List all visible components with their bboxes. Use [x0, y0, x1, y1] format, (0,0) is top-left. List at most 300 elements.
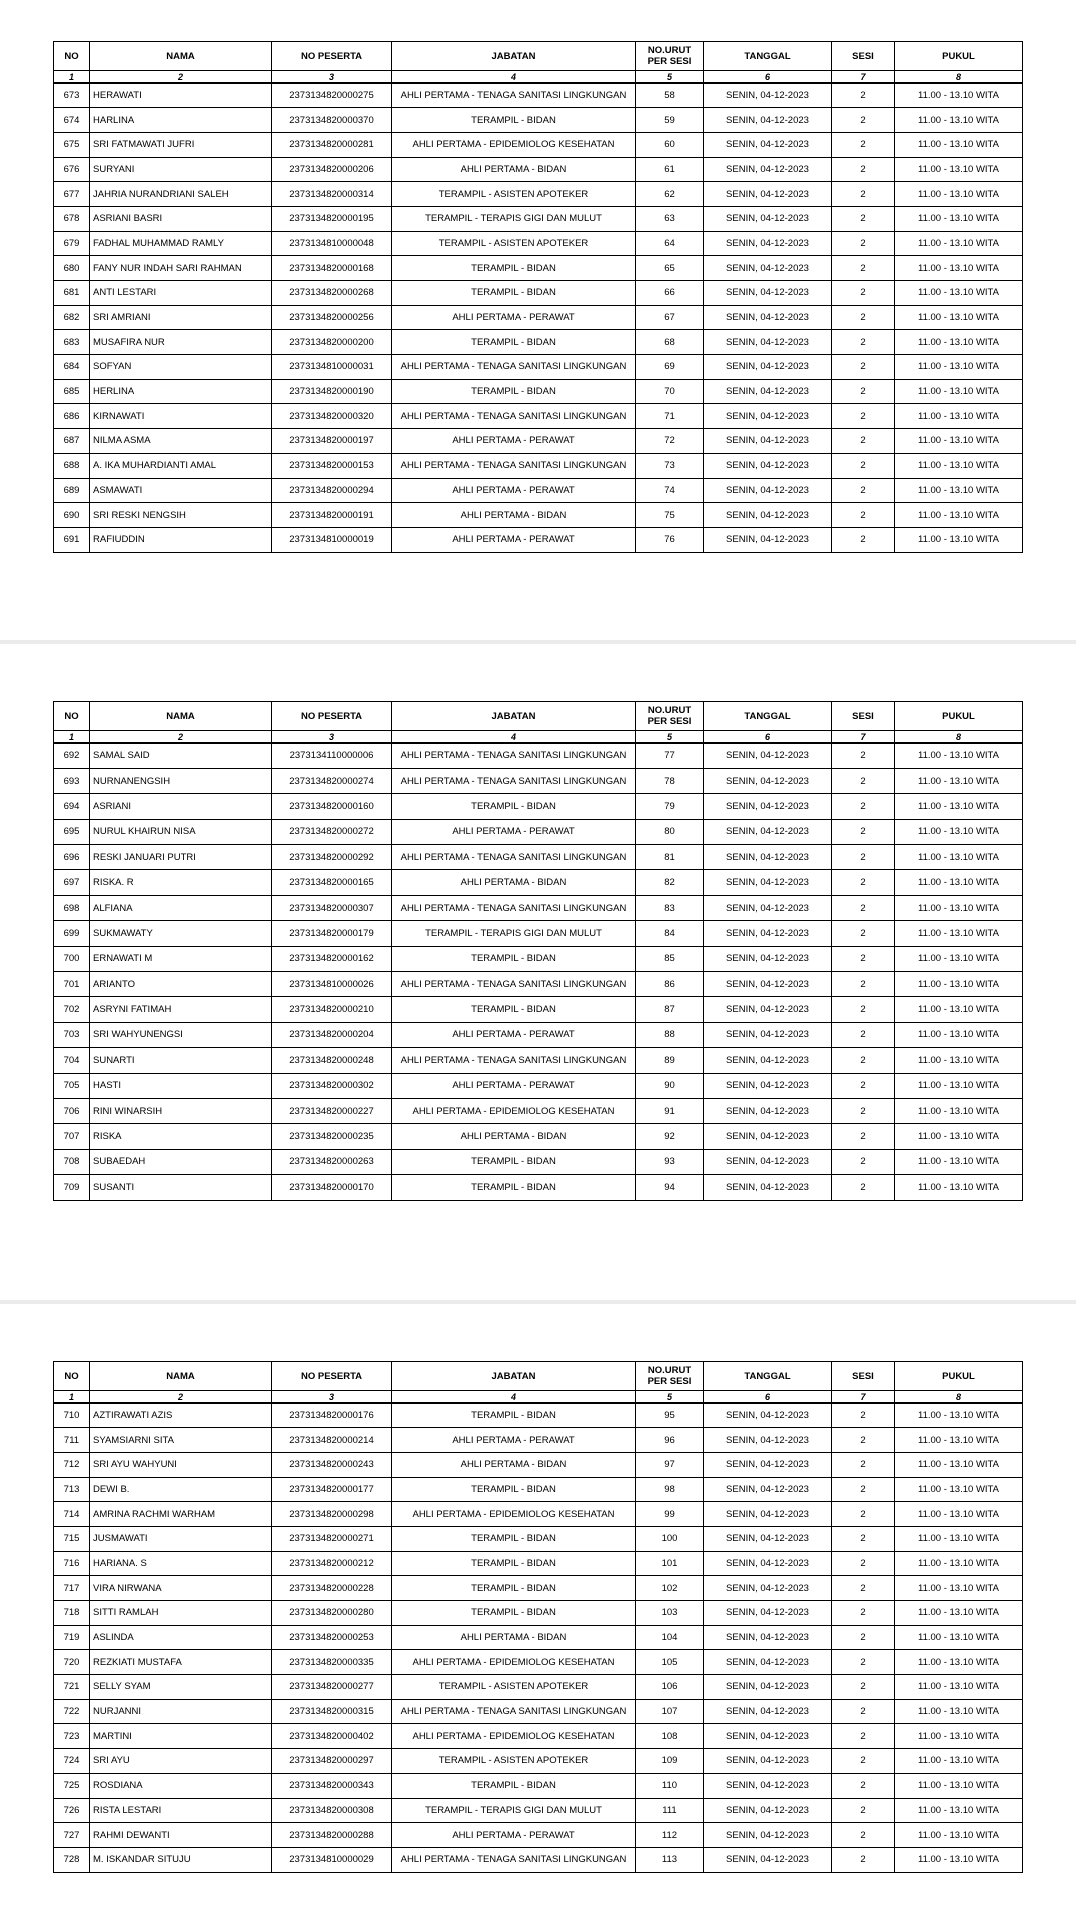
header-row-no: NO	[54, 42, 90, 71]
session: 2	[832, 108, 895, 133]
header-position: JABATAN	[392, 702, 636, 731]
header-position: JABATAN	[392, 1362, 636, 1391]
row-no: 699	[54, 921, 90, 946]
position: TERAMPIL - BIDAN	[392, 281, 636, 306]
column-index: 8	[895, 71, 1023, 84]
participant-name: FADHAL MUHAMMAD RAMLY	[90, 231, 272, 256]
header-session-order-line1: NO.URUT	[647, 1365, 692, 1376]
participant-number: 2373134820000275	[272, 83, 392, 108]
position: TERAMPIL - TERAPIS GIGI DAN MULUT	[392, 1798, 636, 1823]
participant-number: 2373134820000335	[272, 1650, 392, 1675]
table-row	[54, 921, 1023, 946]
table-row	[54, 1650, 1023, 1675]
time: 11.00 - 13.10 WITA	[895, 1823, 1023, 1848]
column-index-row	[54, 731, 1023, 744]
participant-number: 2373134820000191	[272, 503, 392, 528]
column-index: 7	[832, 731, 895, 744]
session: 2	[832, 743, 895, 768]
row-no: 696	[54, 845, 90, 870]
position: TERAMPIL - BIDAN	[392, 256, 636, 281]
date: SENIN, 04-12-2023	[704, 997, 832, 1022]
session-order: 80	[636, 819, 704, 844]
header-session-order-line2: PER SESI	[647, 56, 692, 67]
header-session: SESI	[832, 42, 895, 71]
column-index: 4	[392, 71, 636, 84]
table-row	[54, 1601, 1023, 1626]
participant-table	[53, 41, 1023, 553]
position: TERAMPIL - BIDAN	[392, 1551, 636, 1576]
participant-number: 2373134820000160	[272, 794, 392, 819]
date: SENIN, 04-12-2023	[704, 1022, 832, 1047]
participant-number: 2373134820000179	[272, 921, 392, 946]
row-no: 698	[54, 895, 90, 920]
time: 11.00 - 13.10 WITA	[895, 1625, 1023, 1650]
session-order: 69	[636, 355, 704, 380]
participant-number: 2373134820000302	[272, 1073, 392, 1098]
session-order: 67	[636, 305, 704, 330]
participant-number: 2373134810000031	[272, 355, 392, 380]
date: SENIN, 04-12-2023	[704, 355, 832, 380]
date: SENIN, 04-12-2023	[704, 1724, 832, 1749]
row-no: 721	[54, 1675, 90, 1700]
participant-name: AMRINA RACHMI WARHAM	[90, 1502, 272, 1527]
row-no: 724	[54, 1749, 90, 1774]
position: AHLI PERTAMA - BIDAN	[392, 1124, 636, 1149]
session-order: 108	[636, 1724, 704, 1749]
row-no: 685	[54, 379, 90, 404]
session: 2	[832, 1477, 895, 1502]
session: 2	[832, 845, 895, 870]
position: TERAMPIL - ASISTEN APOTEKER	[392, 231, 636, 256]
session: 2	[832, 330, 895, 355]
participant-name: HARIANA. S	[90, 1551, 272, 1576]
header-position: JABATAN	[392, 42, 636, 71]
date: SENIN, 04-12-2023	[704, 1601, 832, 1626]
date: SENIN, 04-12-2023	[704, 182, 832, 207]
header-row-no: NO	[54, 702, 90, 731]
row-no: 684	[54, 355, 90, 380]
participant-name: SRI WAHYUNENGSI	[90, 1022, 272, 1047]
time: 11.00 - 13.10 WITA	[895, 453, 1023, 478]
time: 11.00 - 13.10 WITA	[895, 1452, 1023, 1477]
column-index: 3	[272, 1391, 392, 1404]
session: 2	[832, 281, 895, 306]
date: SENIN, 04-12-2023	[704, 1749, 832, 1774]
participant-name: SOFYAN	[90, 355, 272, 380]
position: AHLI PERTAMA - TENAGA SANITASI LINGKUNGAN	[392, 404, 636, 429]
position: AHLI PERTAMA - BIDAN	[392, 1452, 636, 1477]
participant-name: NILMA ASMA	[90, 429, 272, 454]
session: 2	[832, 870, 895, 895]
session: 2	[832, 527, 895, 552]
session-order: 92	[636, 1124, 704, 1149]
time: 11.00 - 13.10 WITA	[895, 355, 1023, 380]
date: SENIN, 04-12-2023	[704, 527, 832, 552]
participant-number: 2373134820000292	[272, 845, 392, 870]
participant-name: ROSDIANA	[90, 1773, 272, 1798]
row-no: 680	[54, 256, 90, 281]
participant-number: 2373134810000029	[272, 1847, 392, 1872]
session-order: 112	[636, 1823, 704, 1848]
session: 2	[832, 1749, 895, 1774]
position: AHLI PERTAMA - TENAGA SANITASI LINGKUNGAN	[392, 355, 636, 380]
session: 2	[832, 1551, 895, 1576]
position: AHLI PERTAMA - TENAGA SANITASI LINGKUNGAN	[392, 768, 636, 793]
time: 11.00 - 13.10 WITA	[895, 921, 1023, 946]
date: SENIN, 04-12-2023	[704, 1823, 832, 1848]
session: 2	[832, 305, 895, 330]
session-order: 99	[636, 1502, 704, 1527]
row-no: 722	[54, 1699, 90, 1724]
session-order: 91	[636, 1098, 704, 1123]
session: 2	[832, 379, 895, 404]
row-no: 718	[54, 1601, 90, 1626]
date: SENIN, 04-12-2023	[704, 1098, 832, 1123]
time: 11.00 - 13.10 WITA	[895, 1124, 1023, 1149]
column-index: 6	[704, 731, 832, 744]
column-index: 3	[272, 731, 392, 744]
table-row	[54, 1773, 1023, 1798]
time: 11.00 - 13.10 WITA	[895, 330, 1023, 355]
session: 2	[832, 1428, 895, 1453]
participant-number: 2373134810000019	[272, 527, 392, 552]
session: 2	[832, 1526, 895, 1551]
header-session-order	[636, 1362, 704, 1391]
session: 2	[832, 1773, 895, 1798]
row-no: 689	[54, 478, 90, 503]
table-row	[54, 453, 1023, 478]
date: SENIN, 04-12-2023	[704, 1650, 832, 1675]
participant-number: 2373134820000227	[272, 1098, 392, 1123]
participant-number: 2373134820000263	[272, 1149, 392, 1174]
position: AHLI PERTAMA - TENAGA SANITASI LINGKUNGAN	[392, 895, 636, 920]
column-index-row	[54, 1391, 1023, 1404]
participant-number: 2373134820000170	[272, 1175, 392, 1200]
time: 11.00 - 13.10 WITA	[895, 478, 1023, 503]
session: 2	[832, 1601, 895, 1626]
participant-name: JAHRIA NURANDRIANI SALEH	[90, 182, 272, 207]
position: AHLI PERTAMA - BIDAN	[392, 1625, 636, 1650]
header-participant-name: NAMA	[90, 42, 272, 71]
header-session-order	[636, 42, 704, 71]
session-order: 68	[636, 330, 704, 355]
session: 2	[832, 1098, 895, 1123]
session: 2	[832, 972, 895, 997]
table-row	[54, 1576, 1023, 1601]
row-no: 720	[54, 1650, 90, 1675]
time: 11.00 - 13.10 WITA	[895, 281, 1023, 306]
date: SENIN, 04-12-2023	[704, 946, 832, 971]
column-index: 4	[392, 1391, 636, 1404]
date: SENIN, 04-12-2023	[704, 1403, 832, 1428]
table-row	[54, 845, 1023, 870]
participant-name: SAMAL SAID	[90, 743, 272, 768]
table-row	[54, 503, 1023, 528]
column-index: 1	[54, 731, 90, 744]
participant-number: 2373134820000298	[272, 1502, 392, 1527]
participant-number: 2373134820000272	[272, 819, 392, 844]
participant-name: ARIANTO	[90, 972, 272, 997]
header-row-no: NO	[54, 1362, 90, 1391]
participant-number: 2373134110000006	[272, 743, 392, 768]
participant-name: SELLY SYAM	[90, 1675, 272, 1700]
row-no: 703	[54, 1022, 90, 1047]
column-index: 2	[90, 731, 272, 744]
row-no: 719	[54, 1625, 90, 1650]
position: TERAMPIL - BIDAN	[392, 1175, 636, 1200]
date: SENIN, 04-12-2023	[704, 1675, 832, 1700]
position: AHLI PERTAMA - EPIDEMIOLOG KESEHATAN	[392, 1098, 636, 1123]
row-no: 710	[54, 1403, 90, 1428]
table-row	[54, 1675, 1023, 1700]
participant-name: RISKA. R	[90, 870, 272, 895]
date: SENIN, 04-12-2023	[704, 453, 832, 478]
participant-name: SRI AYU WAHYUNI	[90, 1452, 272, 1477]
time: 11.00 - 13.10 WITA	[895, 1798, 1023, 1823]
participant-name: SYAMSIARNI SITA	[90, 1428, 272, 1453]
table-row	[54, 330, 1023, 355]
session-order: 97	[636, 1452, 704, 1477]
participant-name: ERNAWATI M	[90, 946, 272, 971]
table-row	[54, 1452, 1023, 1477]
row-no: 713	[54, 1477, 90, 1502]
participant-name: SUNARTI	[90, 1048, 272, 1073]
column-index: 5	[636, 71, 704, 84]
date: SENIN, 04-12-2023	[704, 330, 832, 355]
session-order: 105	[636, 1650, 704, 1675]
date: SENIN, 04-12-2023	[704, 83, 832, 108]
session: 2	[832, 404, 895, 429]
session-order: 85	[636, 946, 704, 971]
session: 2	[832, 157, 895, 182]
session-order: 106	[636, 1675, 704, 1700]
date: SENIN, 04-12-2023	[704, 972, 832, 997]
header-session-order-line2: PER SESI	[647, 1376, 692, 1387]
session-order: 84	[636, 921, 704, 946]
session: 2	[832, 132, 895, 157]
row-no: 687	[54, 429, 90, 454]
table-row	[54, 1073, 1023, 1098]
participant-number: 2373134820000200	[272, 330, 392, 355]
participant-name: ASRIANI BASRI	[90, 206, 272, 231]
session-order: 95	[636, 1403, 704, 1428]
session: 2	[832, 256, 895, 281]
session: 2	[832, 503, 895, 528]
participant-number: 2373134820000248	[272, 1048, 392, 1073]
page-separator	[0, 1300, 1076, 1304]
table-row	[54, 946, 1023, 971]
row-no: 702	[54, 997, 90, 1022]
position: AHLI PERTAMA - TENAGA SANITASI LINGKUNGAN	[392, 453, 636, 478]
participant-number: 2373134820000315	[272, 1699, 392, 1724]
time: 11.00 - 13.10 WITA	[895, 946, 1023, 971]
time: 11.00 - 13.10 WITA	[895, 1847, 1023, 1872]
session: 2	[832, 819, 895, 844]
date: SENIN, 04-12-2023	[704, 206, 832, 231]
participant-number: 2373134820000370	[272, 108, 392, 133]
row-no: 716	[54, 1551, 90, 1576]
date: SENIN, 04-12-2023	[704, 794, 832, 819]
date: SENIN, 04-12-2023	[704, 1699, 832, 1724]
position: AHLI PERTAMA - PERAWAT	[392, 1073, 636, 1098]
row-no: 701	[54, 972, 90, 997]
table-row	[54, 1175, 1023, 1200]
participant-number: 2373134820000206	[272, 157, 392, 182]
session: 2	[832, 1048, 895, 1073]
time: 11.00 - 13.10 WITA	[895, 503, 1023, 528]
position: AHLI PERTAMA - TENAGA SANITASI LINGKUNGAN	[392, 1847, 636, 1872]
row-no: 725	[54, 1773, 90, 1798]
position: TERAMPIL - BIDAN	[392, 1773, 636, 1798]
header-participant-number: NO PESERTA	[272, 702, 392, 731]
position: TERAMPIL - TERAPIS GIGI DAN MULUT	[392, 206, 636, 231]
session: 2	[832, 355, 895, 380]
participant-name: RESKI JANUARI PUTRI	[90, 845, 272, 870]
date: SENIN, 04-12-2023	[704, 1124, 832, 1149]
table-row	[54, 157, 1023, 182]
table-row	[54, 1724, 1023, 1749]
participant-number: 2373134820000228	[272, 1576, 392, 1601]
session: 2	[832, 1798, 895, 1823]
table-row	[54, 404, 1023, 429]
participant-name: ASRIANI	[90, 794, 272, 819]
table-row	[54, 1749, 1023, 1774]
position: AHLI PERTAMA - BIDAN	[392, 870, 636, 895]
participant-name: RINI WINARSIH	[90, 1098, 272, 1123]
position: AHLI PERTAMA - PERAWAT	[392, 305, 636, 330]
participant-name: NURJANNI	[90, 1699, 272, 1724]
session-order: 79	[636, 794, 704, 819]
column-index: 4	[392, 731, 636, 744]
session-order: 86	[636, 972, 704, 997]
participant-name: SRI FATMAWATI JUFRI	[90, 132, 272, 157]
date: SENIN, 04-12-2023	[704, 108, 832, 133]
position: AHLI PERTAMA - TENAGA SANITASI LINGKUNGAN	[392, 845, 636, 870]
table-row	[54, 281, 1023, 306]
date: SENIN, 04-12-2023	[704, 1502, 832, 1527]
position: TERAMPIL - BIDAN	[392, 997, 636, 1022]
participant-name: JUSMAWATI	[90, 1526, 272, 1551]
participant-number: 2373134820000235	[272, 1124, 392, 1149]
session-order: 78	[636, 768, 704, 793]
participant-name: RISKA	[90, 1124, 272, 1149]
column-index: 5	[636, 1391, 704, 1404]
participant-number: 2373134810000048	[272, 231, 392, 256]
session: 2	[832, 1724, 895, 1749]
time: 11.00 - 13.10 WITA	[895, 305, 1023, 330]
row-no: 711	[54, 1428, 90, 1453]
date: SENIN, 04-12-2023	[704, 1452, 832, 1477]
participant-name: REZKIATI MUSTAFA	[90, 1650, 272, 1675]
participant-name: A. IKA MUHARDIANTI AMAL	[90, 453, 272, 478]
participant-name: NURNANENGSIH	[90, 768, 272, 793]
date: SENIN, 04-12-2023	[704, 404, 832, 429]
time: 11.00 - 13.10 WITA	[895, 206, 1023, 231]
time: 11.00 - 13.10 WITA	[895, 768, 1023, 793]
header-time: PUKUL	[895, 702, 1023, 731]
participant-name: RISTA LESTARI	[90, 1798, 272, 1823]
session-order: 107	[636, 1699, 704, 1724]
session-order: 90	[636, 1073, 704, 1098]
row-no: 726	[54, 1798, 90, 1823]
column-index: 7	[832, 71, 895, 84]
table-row	[54, 355, 1023, 380]
table-row	[54, 132, 1023, 157]
date: SENIN, 04-12-2023	[704, 895, 832, 920]
date: SENIN, 04-12-2023	[704, 478, 832, 503]
position: TERAMPIL - TERAPIS GIGI DAN MULUT	[392, 921, 636, 946]
time: 11.00 - 13.10 WITA	[895, 1699, 1023, 1724]
session-order: 98	[636, 1477, 704, 1502]
time: 11.00 - 13.10 WITA	[895, 1749, 1023, 1774]
table-row	[54, 1098, 1023, 1123]
row-no: 673	[54, 83, 90, 108]
date: SENIN, 04-12-2023	[704, 743, 832, 768]
participant-name: ASMAWATI	[90, 478, 272, 503]
participant-name: SUSANTI	[90, 1175, 272, 1200]
date: SENIN, 04-12-2023	[704, 1625, 832, 1650]
table-row	[54, 1847, 1023, 1872]
date: SENIN, 04-12-2023	[704, 1526, 832, 1551]
date: SENIN, 04-12-2023	[704, 819, 832, 844]
position: TERAMPIL - BIDAN	[392, 946, 636, 971]
date: SENIN, 04-12-2023	[704, 157, 832, 182]
time: 11.00 - 13.10 WITA	[895, 1773, 1023, 1798]
row-no: 714	[54, 1502, 90, 1527]
participant-name: DEWI B.	[90, 1477, 272, 1502]
participant-name: NURUL KHAIRUN NISA	[90, 819, 272, 844]
session: 2	[832, 83, 895, 108]
row-no: 677	[54, 182, 90, 207]
session: 2	[832, 895, 895, 920]
participant-name: FANY NUR INDAH SARI RAHMAN	[90, 256, 272, 281]
row-no: 700	[54, 946, 90, 971]
table-header-row	[54, 702, 1023, 731]
position: TERAMPIL - BIDAN	[392, 1477, 636, 1502]
participant-number: 2373134820000210	[272, 997, 392, 1022]
date: SENIN, 04-12-2023	[704, 1576, 832, 1601]
row-no: 675	[54, 132, 90, 157]
row-no: 715	[54, 1526, 90, 1551]
position: TERAMPIL - BIDAN	[392, 1403, 636, 1428]
position: TERAMPIL - ASISTEN APOTEKER	[392, 182, 636, 207]
session-order: 100	[636, 1526, 704, 1551]
row-no: 694	[54, 794, 90, 819]
time: 11.00 - 13.10 WITA	[895, 1048, 1023, 1073]
participant-name: MARTINI	[90, 1724, 272, 1749]
session-order: 72	[636, 429, 704, 454]
table-row	[54, 794, 1023, 819]
session: 2	[832, 1452, 895, 1477]
time: 11.00 - 13.10 WITA	[895, 1403, 1023, 1428]
session: 2	[832, 1823, 895, 1848]
session: 2	[832, 921, 895, 946]
time: 11.00 - 13.10 WITA	[895, 1098, 1023, 1123]
position: AHLI PERTAMA - EPIDEMIOLOG KESEHATAN	[392, 1502, 636, 1527]
position: TERAMPIL - BIDAN	[392, 794, 636, 819]
time: 11.00 - 13.10 WITA	[895, 1149, 1023, 1174]
date: SENIN, 04-12-2023	[704, 256, 832, 281]
session-order: 103	[636, 1601, 704, 1626]
participant-number: 2373134820000343	[272, 1773, 392, 1798]
session: 2	[832, 478, 895, 503]
date: SENIN, 04-12-2023	[704, 1428, 832, 1453]
row-no: 705	[54, 1073, 90, 1098]
table-row	[54, 743, 1023, 768]
session: 2	[832, 1022, 895, 1047]
session: 2	[832, 1124, 895, 1149]
participant-number: 2373134820000308	[272, 1798, 392, 1823]
